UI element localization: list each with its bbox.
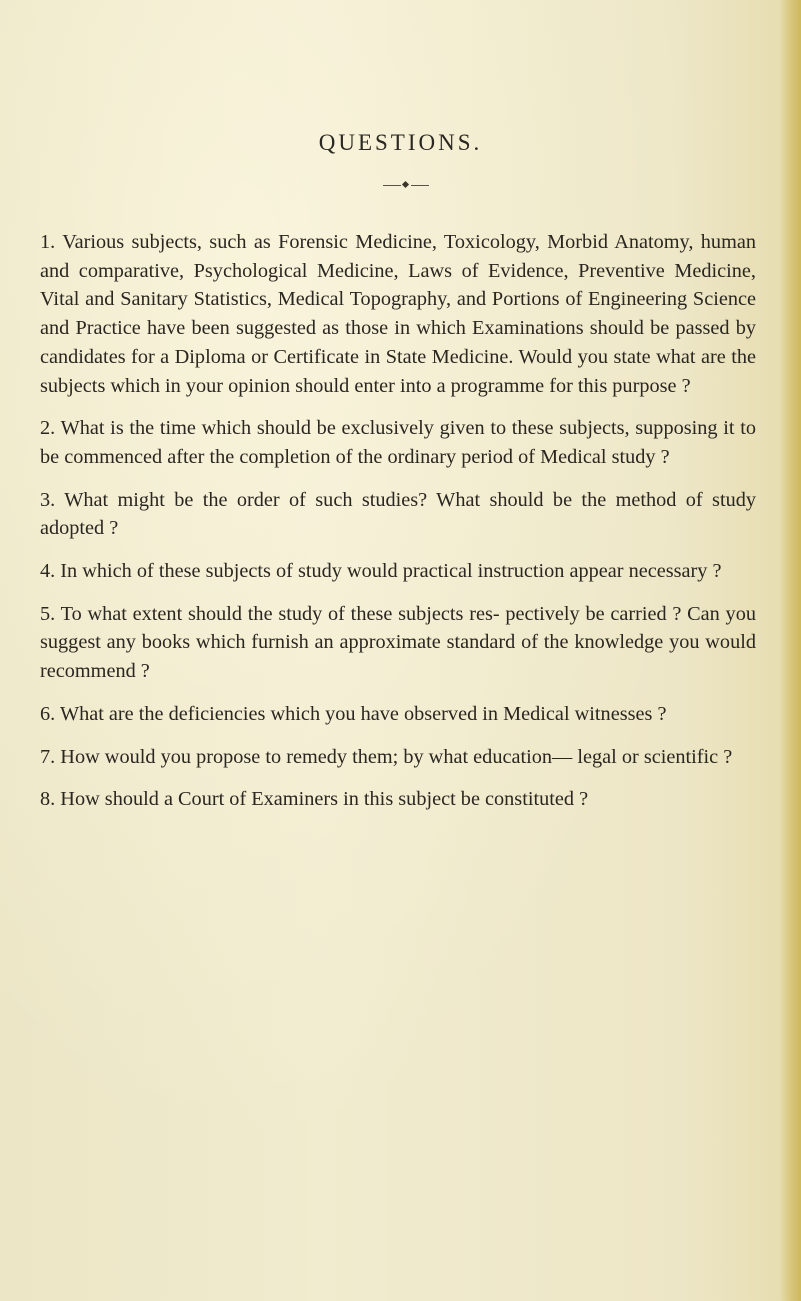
- question-text: Various subjects, such as Forensic Medicine, Toxicology, Morbid Anatomy, human and comparative, Psychological Medicine, Laws of Evidence, Preventive Medicine, Vital and Sanitary Statistics, Medical Topography, and Portions of Engineering Science and Practice have been suggested as those in which Examinations should be passed by candidates for a Diploma or Certificate in State Medicine. Would you state what are the subjects which in your opinion should enter into a programme for this purpose ?: [40, 231, 756, 397]
- question-text: What might be the order of such studies? What should be the method of study adopted ?: [40, 488, 756, 540]
- page-edge-shading: [779, 0, 801, 1301]
- question-5: [40, 600, 756, 686]
- question-number: 3.: [40, 488, 56, 511]
- question-2: [40, 414, 756, 471]
- question-text: How should a Court of Examiners in this subject be constituted ?: [60, 788, 589, 811]
- question-7: [40, 743, 756, 772]
- question-3: [40, 486, 756, 543]
- question-number: 2.: [40, 417, 56, 440]
- question-text: In which of these subjects of study would practical instruction appear necessary ?: [60, 560, 722, 583]
- question-number: 6.: [40, 702, 56, 725]
- question-text: What are the deficiencies which you have observed in Medical witnesses ?: [59, 702, 667, 725]
- questions-list: [40, 228, 756, 828]
- question-4: [40, 557, 756, 586]
- question-number: 4.: [40, 560, 56, 583]
- question-text: What is the time which should be exclusively given to these subjects, supposing it to be commenced after the completion of the ordinary period of Medical study ?: [40, 417, 756, 468]
- question-number: 7.: [40, 745, 56, 768]
- question-number: 5.: [40, 602, 56, 625]
- question-text: How would you propose to remedy them; by what education— legal or scientific ?: [60, 745, 733, 768]
- title-ornament-icon: [383, 181, 429, 189]
- question-number: 1.: [40, 231, 56, 253]
- question-number: 8.: [40, 788, 56, 811]
- question-8: [40, 785, 756, 814]
- page-title: QUESTIONS.: [318, 130, 483, 155]
- question-1: [40, 228, 756, 400]
- question-6: [40, 700, 756, 729]
- question-text: To what extent should the study of these subjects res- pectively be carried ? Can you suggest any books which furnish an approximate standard of the knowledge you would recommend ?: [40, 602, 756, 683]
